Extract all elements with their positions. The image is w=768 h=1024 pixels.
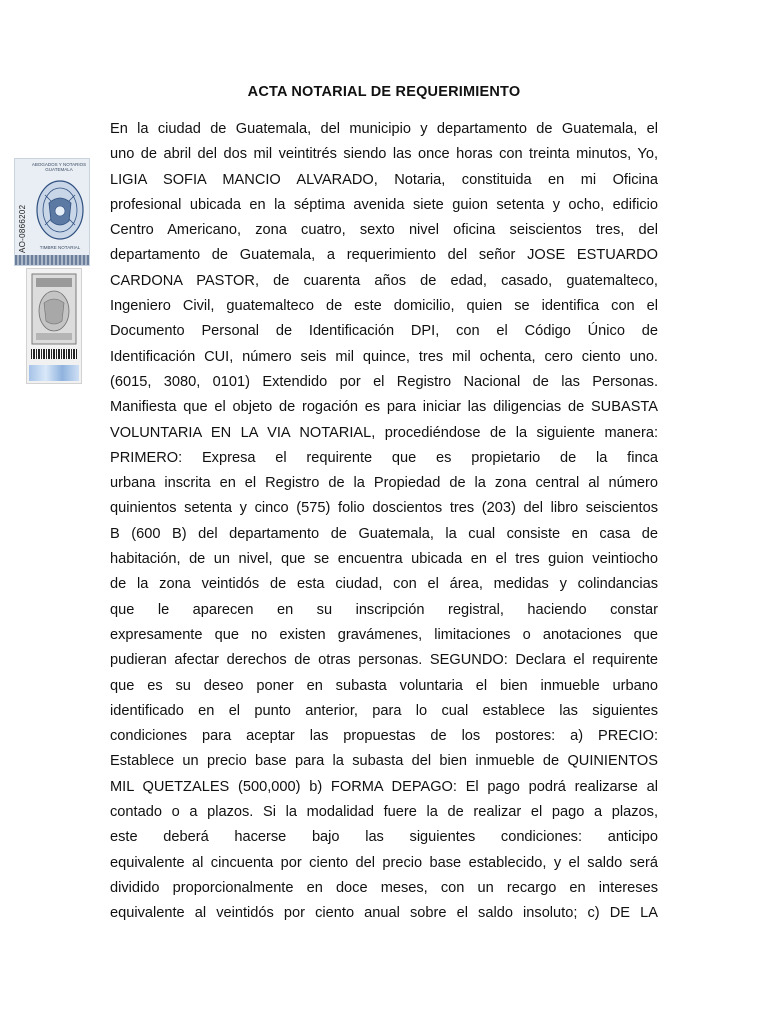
body-line: departamento de Guatemala, a requerimiento del señor JOSE ESTUARDO [110, 247, 658, 264]
body-line: En la ciudad de Guatemala, del municipio y departamento de Guatemala, el [110, 121, 658, 137]
body-line: dividido proporcionalmente en doce meses, con un recargo en intereses [110, 879, 658, 896]
body-line: (6015, 3080, 0101) Extendido por el Registro Nacional de las Personas. [110, 373, 658, 390]
body-line: uno de abril del dos mil veintitrés siendo las once horas con treinta minutos, Yo, [110, 146, 658, 163]
body-line: condiciones para aceptar las propuestas de los postores: a) PRECIO: [110, 728, 658, 745]
hologram-strip [29, 365, 79, 381]
document-body [110, 117, 658, 927]
fiscal-stamp [26, 268, 82, 384]
notarial-stamp [14, 158, 90, 266]
body-line: CARDONA PASTOR, de cuarenta años de edad, casado, guatemalteco, [110, 272, 658, 289]
body-line: Documento Personal de Identificación DPI, con el Código Único de [110, 323, 658, 340]
body-line: pudieran afectar derechos de otras personas. SEGUNDO: Declara el requirente [110, 652, 658, 669]
body-line: B (600 B) del departamento de Guatemala, la cual consiste en casa de [110, 525, 658, 542]
barcode [31, 349, 77, 359]
coat-of-arms-icon [35, 179, 85, 241]
body-line: MIL QUETZALES (500,000) b) FORMA DEPAGO: El pago podrá realizarse al [110, 778, 658, 795]
body-line: PRIMERO: Expresa el requirente que es propietario de la finca [110, 449, 658, 466]
body-line: identificado en el punto anterior, para lo cual establece las siguientes [110, 702, 658, 719]
body-line: quinientos setenta y cinco (575) folio doscientos tres (203) del libro seiscientos [110, 500, 658, 517]
body-line: que le aparecen en su inscripción registral, haciendo constar [110, 601, 658, 618]
body-line: de la zona veintidós de esta ciudad, con el área, medidas y colindancias [110, 576, 658, 593]
document-title: ACTA NOTARIAL DE REQUERIMIENTO [247, 84, 521, 100]
body-line: expresamente que no existen gravámenes, limitaciones o anotaciones que [110, 626, 658, 643]
body-line: VOLUNTARIA EN LA VIA NOTARIAL, procediéndose de la siguiente manera: [110, 424, 658, 441]
body-line: Establece un precio base para la subasta del bien inmueble de QUINIENTOS [110, 753, 658, 770]
body-line: este deberá hacerse bajo las siguientes condiciones: anticipo [110, 829, 658, 846]
body-line: Ingeniero Civil, guatemalteco de este domicilio, quien se identifica con el [110, 298, 658, 315]
body-line: Centro Americano, zona cuatro, sexto nivel oficina seiscientos tres, del [110, 222, 658, 239]
stamp-emblem-icon [31, 273, 77, 345]
stamp-header: ABOGADOS Y NOTARIOS GUATEMALA [31, 162, 87, 172]
body-line: contado o a plazos. Si la modalidad fuere la de realizar el pago a plazos, [110, 804, 658, 821]
stamp-serial: AO-0866202 [18, 204, 27, 253]
body-line: Identificación CUI, número seis mil quince, tres mil ochenta, cero ciento uno. [110, 348, 658, 365]
body-line: LIGIA SOFIA MANCIO ALVARADO, Notaria, constituida en mi Oficina [110, 171, 658, 188]
body-line: que es su deseo poner en subasta voluntaria el bien inmueble urbano [110, 677, 658, 694]
stamp-strip [15, 255, 89, 265]
body-line: Manifiesta que el objeto de rogación es para iniciar las diligencias de SUBASTA [110, 399, 658, 416]
body-line: profesional ubicada en la séptima avenida siete guion setenta y ocho, edificio [110, 196, 658, 213]
body-line: urbana inscrita en el Registro de la Propiedad de la zona central al número [110, 475, 658, 492]
body-line: equivalente al veintidós por ciento anual sobre el saldo insoluto; c) DE LA [110, 905, 658, 922]
body-line: habitación, de un nivel, que se encuentra ubicada en el tres guion veintiocho [110, 551, 658, 568]
stamp-footer: TIMBRE NOTARIAL [39, 245, 81, 250]
body-line: equivalente al cincuenta por ciento del precio base establecido, y el saldo será [110, 854, 658, 871]
